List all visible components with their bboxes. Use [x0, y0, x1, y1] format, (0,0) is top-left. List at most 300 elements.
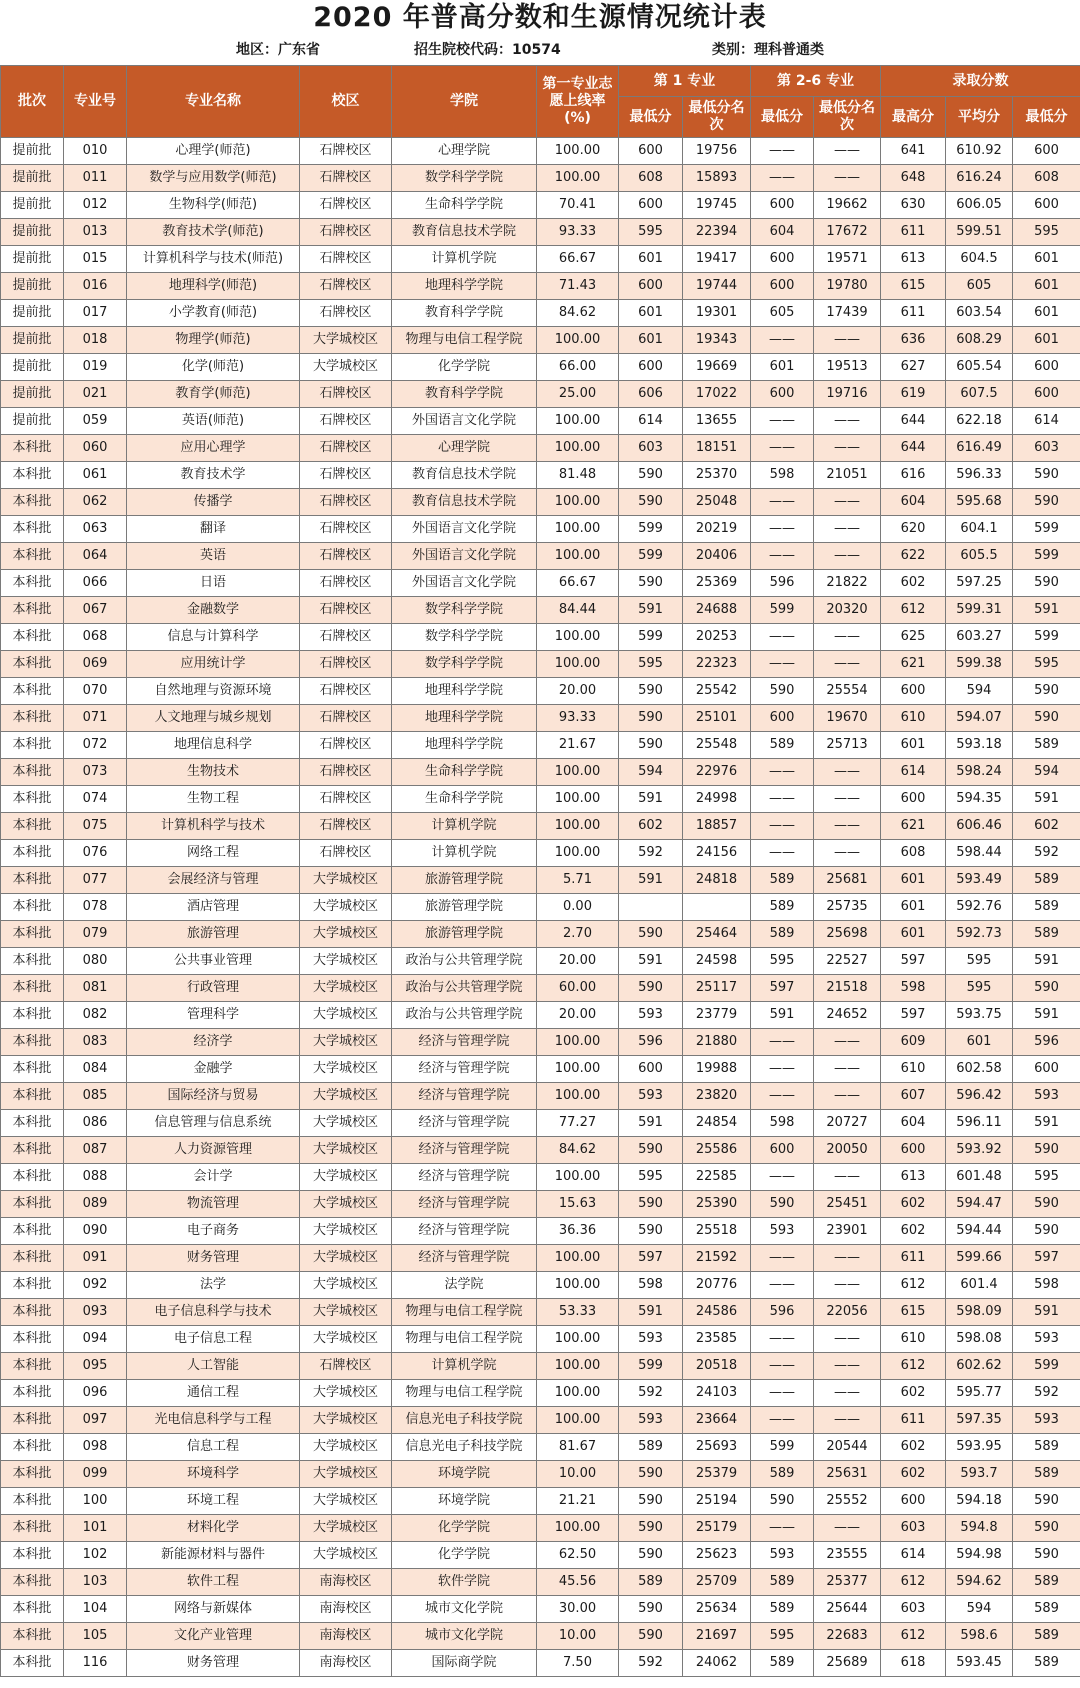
- first-min-score-cell: 591: [619, 1299, 683, 1326]
- batch-cell: 本科批: [1, 732, 64, 759]
- first-min-score-cell: 600: [619, 138, 683, 165]
- first-choice-rate-cell: 100.00: [537, 543, 619, 570]
- avg-score-cell: 605: [946, 273, 1013, 300]
- avg-score-cell: 594: [946, 678, 1013, 705]
- admit-min-score-cell: 614: [1013, 408, 1080, 435]
- first-min-score-cell: 600: [619, 273, 683, 300]
- avg-score-cell: 604.1: [946, 516, 1013, 543]
- first-choice-rate-cell: 21.21: [537, 1488, 619, 1515]
- other-min-score-cell: 605: [751, 300, 814, 327]
- major-no-cell: 083: [64, 1029, 127, 1056]
- max-score-cell: 616: [881, 462, 946, 489]
- table-row: [1, 435, 1080, 462]
- table-row: [1, 1164, 1080, 1191]
- max-score-cell: 621: [881, 813, 946, 840]
- table-row: [1, 1137, 1080, 1164]
- max-score-cell: 610: [881, 1056, 946, 1083]
- other-min-score-cell: ——: [751, 489, 814, 516]
- batch-cell: 本科批: [1, 597, 64, 624]
- first-min-rank-cell: 17022: [683, 381, 751, 408]
- table-row: [1, 867, 1080, 894]
- major-name-cell: 小学教育(师范): [127, 300, 300, 327]
- max-score-cell: 648: [881, 165, 946, 192]
- admit-min-score-cell: 591: [1013, 1110, 1080, 1137]
- first-min-rank-cell: 25369: [683, 570, 751, 597]
- batch-cell: 本科批: [1, 867, 64, 894]
- batch-cell: 本科批: [1, 570, 64, 597]
- first-min-score-cell: 590: [619, 1542, 683, 1569]
- table-row: [1, 786, 1080, 813]
- admit-min-score-cell: 589: [1013, 1623, 1080, 1650]
- first-choice-rate-cell: 100.00: [537, 408, 619, 435]
- major-no-cell: 061: [64, 462, 127, 489]
- other-min-score-cell: 590: [751, 1191, 814, 1218]
- batch-cell: 本科批: [1, 1650, 64, 1677]
- campus-cell: 石牌校区: [300, 462, 392, 489]
- admit-min-score-cell: 589: [1013, 894, 1080, 921]
- other-min-score-cell: 589: [751, 1596, 814, 1623]
- batch-cell: 本科批: [1, 1596, 64, 1623]
- campus-cell: 大学城校区: [300, 1407, 392, 1434]
- admit-min-score-cell: 608: [1013, 165, 1080, 192]
- first-min-rank-cell: 19417: [683, 246, 751, 273]
- college-cell: 物理与电信工程学院: [392, 1299, 537, 1326]
- major-no-cell: 080: [64, 948, 127, 975]
- first-min-score-cell: 591: [619, 948, 683, 975]
- table-row: [1, 1461, 1080, 1488]
- first-min-rank-cell: 25117: [683, 975, 751, 1002]
- major-no-cell: 105: [64, 1623, 127, 1650]
- header-avg-score: 平均分: [946, 97, 1013, 138]
- other-min-score-cell: 589: [751, 867, 814, 894]
- major-name-cell: 旅游管理: [127, 921, 300, 948]
- avg-score-cell: 594.44: [946, 1218, 1013, 1245]
- max-score-cell: 622: [881, 543, 946, 570]
- table-row: [1, 165, 1080, 192]
- major-name-cell: 行政管理: [127, 975, 300, 1002]
- campus-cell: 大学城校区: [300, 1542, 392, 1569]
- campus-cell: 大学城校区: [300, 1272, 392, 1299]
- header-first-choice-rate: 第一专业志愿上线率(%): [537, 66, 619, 138]
- first-choice-rate-cell: 100.00: [537, 165, 619, 192]
- other-min-rank-cell: 25713: [814, 732, 881, 759]
- first-min-rank-cell: 20253: [683, 624, 751, 651]
- avg-score-cell: 596.42: [946, 1083, 1013, 1110]
- major-no-cell: 074: [64, 786, 127, 813]
- table-body: [1, 138, 1080, 1677]
- other-min-score-cell: 589: [751, 1569, 814, 1596]
- first-min-rank-cell: 21880: [683, 1029, 751, 1056]
- other-min-rank-cell: ——: [814, 1245, 881, 1272]
- max-score-cell: 641: [881, 138, 946, 165]
- other-min-score-cell: 598: [751, 1110, 814, 1137]
- admit-min-score-cell: 590: [1013, 1542, 1080, 1569]
- first-choice-rate-cell: 15.63: [537, 1191, 619, 1218]
- batch-cell: 提前批: [1, 273, 64, 300]
- major-no-cell: 082: [64, 1002, 127, 1029]
- first-min-rank-cell: 25370: [683, 462, 751, 489]
- college-cell: 经济与管理学院: [392, 1245, 537, 1272]
- first-choice-rate-cell: 66.00: [537, 354, 619, 381]
- table-row: [1, 975, 1080, 1002]
- first-choice-rate-cell: 25.00: [537, 381, 619, 408]
- batch-cell: 提前批: [1, 138, 64, 165]
- major-no-cell: 073: [64, 759, 127, 786]
- college-cell: 地理科学学院: [392, 732, 537, 759]
- campus-cell: 石牌校区: [300, 759, 392, 786]
- admit-min-score-cell: 599: [1013, 516, 1080, 543]
- admit-min-score-cell: 601: [1013, 273, 1080, 300]
- avg-score-cell: 598.24: [946, 759, 1013, 786]
- first-min-score-cell: 599: [619, 624, 683, 651]
- first-choice-rate-cell: 62.50: [537, 1542, 619, 1569]
- other-min-score-cell: ——: [751, 543, 814, 570]
- campus-cell: 石牌校区: [300, 678, 392, 705]
- max-score-cell: 625: [881, 624, 946, 651]
- batch-cell: 本科批: [1, 1164, 64, 1191]
- major-no-cell: 102: [64, 1542, 127, 1569]
- first-choice-rate-cell: 100.00: [537, 624, 619, 651]
- header-first-min-rank: 最低分名次: [683, 97, 751, 138]
- other-min-rank-cell: 19670: [814, 705, 881, 732]
- college-cell: 经济与管理学院: [392, 1164, 537, 1191]
- first-min-rank-cell: 20219: [683, 516, 751, 543]
- header-batch: 批次: [1, 66, 64, 138]
- table-row: [1, 1434, 1080, 1461]
- avg-score-cell: 604.5: [946, 246, 1013, 273]
- avg-score-cell: 599.51: [946, 219, 1013, 246]
- first-min-score-cell: 591: [619, 1110, 683, 1137]
- major-name-cell: 计算机科学与技术: [127, 813, 300, 840]
- college-cell: 法学院: [392, 1272, 537, 1299]
- other-min-score-cell: 589: [751, 1461, 814, 1488]
- other-min-rank-cell: 25689: [814, 1650, 881, 1677]
- other-min-rank-cell: 23555: [814, 1542, 881, 1569]
- first-choice-rate-cell: 10.00: [537, 1461, 619, 1488]
- other-min-rank-cell: 25554: [814, 678, 881, 705]
- first-min-score-cell: 608: [619, 165, 683, 192]
- avg-score-cell: 599.31: [946, 597, 1013, 624]
- major-name-cell: 网络工程: [127, 840, 300, 867]
- first-min-rank-cell: [683, 894, 751, 921]
- table-row: [1, 921, 1080, 948]
- major-name-cell: 生物工程: [127, 786, 300, 813]
- first-min-rank-cell: 23820: [683, 1083, 751, 1110]
- avg-score-cell: 596.33: [946, 462, 1013, 489]
- batch-cell: 本科批: [1, 948, 64, 975]
- avg-score-cell: 608.29: [946, 327, 1013, 354]
- campus-cell: 石牌校区: [300, 381, 392, 408]
- max-score-cell: 612: [881, 597, 946, 624]
- first-min-rank-cell: 23779: [683, 1002, 751, 1029]
- avg-score-cell: 592.73: [946, 921, 1013, 948]
- first-min-rank-cell: 19343: [683, 327, 751, 354]
- table-row: [1, 381, 1080, 408]
- first-choice-rate-cell: 100.00: [537, 786, 619, 813]
- admit-min-score-cell: 590: [1013, 705, 1080, 732]
- other-min-rank-cell: 22527: [814, 948, 881, 975]
- campus-cell: 石牌校区: [300, 300, 392, 327]
- first-min-score-cell: 590: [619, 1191, 683, 1218]
- max-score-cell: 598: [881, 975, 946, 1002]
- admit-min-score-cell: 589: [1013, 1434, 1080, 1461]
- first-min-rank-cell: 19745: [683, 192, 751, 219]
- other-min-rank-cell: ——: [814, 624, 881, 651]
- major-name-cell: 应用心理学: [127, 435, 300, 462]
- avg-score-cell: 599.66: [946, 1245, 1013, 1272]
- major-name-cell: 生物科学(师范): [127, 192, 300, 219]
- major-no-cell: 064: [64, 543, 127, 570]
- max-score-cell: 627: [881, 354, 946, 381]
- region-label: 地区：广东省: [236, 42, 320, 58]
- other-min-score-cell: ——: [751, 813, 814, 840]
- first-min-score-cell: 595: [619, 219, 683, 246]
- other-min-rank-cell: 20320: [814, 597, 881, 624]
- other-min-score-cell: 596: [751, 1299, 814, 1326]
- first-min-rank-cell: 22323: [683, 651, 751, 678]
- campus-cell: 石牌校区: [300, 732, 392, 759]
- campus-cell: 大学城校区: [300, 1002, 392, 1029]
- table-row: [1, 516, 1080, 543]
- first-min-score-cell: 590: [619, 1623, 683, 1650]
- major-name-cell: 管理科学: [127, 1002, 300, 1029]
- first-min-score-cell: 614: [619, 408, 683, 435]
- other-min-score-cell: 600: [751, 246, 814, 273]
- avg-score-cell: 593.92: [946, 1137, 1013, 1164]
- first-min-score-cell: 599: [619, 1353, 683, 1380]
- college-cell: 软件学院: [392, 1569, 537, 1596]
- campus-cell: 大学城校区: [300, 1218, 392, 1245]
- admit-min-score-cell: 589: [1013, 732, 1080, 759]
- batch-cell: 提前批: [1, 300, 64, 327]
- first-min-rank-cell: 20518: [683, 1353, 751, 1380]
- header-admit-min-score: 最低分: [1013, 97, 1080, 138]
- first-min-score-cell: 590: [619, 1137, 683, 1164]
- first-choice-rate-cell: 100.00: [537, 1056, 619, 1083]
- major-no-cell: 091: [64, 1245, 127, 1272]
- other-min-rank-cell: 24652: [814, 1002, 881, 1029]
- school-code-label: 招生院校代码：10574: [414, 42, 561, 58]
- admit-min-score-cell: 591: [1013, 597, 1080, 624]
- admit-min-score-cell: 603: [1013, 435, 1080, 462]
- major-no-cell: 060: [64, 435, 127, 462]
- other-min-rank-cell: ——: [814, 408, 881, 435]
- avg-score-cell: 595.68: [946, 489, 1013, 516]
- other-min-rank-cell: 20727: [814, 1110, 881, 1137]
- admit-min-score-cell: 595: [1013, 1164, 1080, 1191]
- table-row: [1, 462, 1080, 489]
- major-no-cell: 063: [64, 516, 127, 543]
- major-no-cell: 087: [64, 1137, 127, 1164]
- batch-cell: 本科批: [1, 1218, 64, 1245]
- max-score-cell: 614: [881, 759, 946, 786]
- college-cell: 国际商学院: [392, 1650, 537, 1677]
- major-name-cell: 人文地理与城乡规划: [127, 705, 300, 732]
- major-no-cell: 077: [64, 867, 127, 894]
- other-min-rank-cell: 21051: [814, 462, 881, 489]
- other-min-score-cell: ——: [751, 1353, 814, 1380]
- major-no-cell: 071: [64, 705, 127, 732]
- avg-score-cell: 593.45: [946, 1650, 1013, 1677]
- table-row: [1, 732, 1080, 759]
- table-row: [1, 489, 1080, 516]
- avg-score-cell: 622.18: [946, 408, 1013, 435]
- max-score-cell: 615: [881, 1299, 946, 1326]
- college-cell: 地理科学学院: [392, 273, 537, 300]
- campus-cell: 大学城校区: [300, 1191, 392, 1218]
- college-cell: 经济与管理学院: [392, 1191, 537, 1218]
- table-row: [1, 1218, 1080, 1245]
- max-score-cell: 611: [881, 219, 946, 246]
- other-min-score-cell: 595: [751, 1623, 814, 1650]
- college-cell: 计算机学院: [392, 840, 537, 867]
- major-name-cell: 心理学(师范): [127, 138, 300, 165]
- admit-min-score-cell: 589: [1013, 867, 1080, 894]
- max-score-cell: 609: [881, 1029, 946, 1056]
- avg-score-cell: 592.76: [946, 894, 1013, 921]
- max-score-cell: 607: [881, 1083, 946, 1110]
- other-min-rank-cell: 19571: [814, 246, 881, 273]
- first-min-score-cell: 593: [619, 1002, 683, 1029]
- major-no-cell: 067: [64, 597, 127, 624]
- max-score-cell: 611: [881, 1407, 946, 1434]
- college-cell: 经济与管理学院: [392, 1218, 537, 1245]
- other-min-rank-cell: 25631: [814, 1461, 881, 1488]
- first-min-score-cell: 606: [619, 381, 683, 408]
- admit-min-score-cell: 597: [1013, 1245, 1080, 1272]
- college-cell: 地理科学学院: [392, 705, 537, 732]
- max-score-cell: 604: [881, 1110, 946, 1137]
- first-min-rank-cell: 22585: [683, 1164, 751, 1191]
- first-min-rank-cell: 19301: [683, 300, 751, 327]
- batch-cell: 本科批: [1, 1245, 64, 1272]
- college-cell: 经济与管理学院: [392, 1029, 537, 1056]
- first-choice-rate-cell: 100.00: [537, 1029, 619, 1056]
- first-choice-rate-cell: 20.00: [537, 678, 619, 705]
- first-min-score-cell: 592: [619, 1380, 683, 1407]
- first-min-score-cell: 589: [619, 1569, 683, 1596]
- table-row: [1, 1083, 1080, 1110]
- first-min-rank-cell: 24854: [683, 1110, 751, 1137]
- other-min-rank-cell: 22056: [814, 1299, 881, 1326]
- major-name-cell: 化学(师范): [127, 354, 300, 381]
- header-major-name: 专业名称: [127, 66, 300, 138]
- avg-score-cell: 607.5: [946, 381, 1013, 408]
- max-score-cell: 600: [881, 678, 946, 705]
- major-name-cell: 应用统计学: [127, 651, 300, 678]
- major-no-cell: 104: [64, 1596, 127, 1623]
- first-min-score-cell: 598: [619, 1272, 683, 1299]
- avg-score-cell: 606.05: [946, 192, 1013, 219]
- table-row: [1, 1650, 1080, 1677]
- table-row: [1, 894, 1080, 921]
- major-name-cell: 地理信息科学: [127, 732, 300, 759]
- other-min-rank-cell: ——: [814, 1353, 881, 1380]
- other-min-score-cell: 593: [751, 1218, 814, 1245]
- max-score-cell: 608: [881, 840, 946, 867]
- major-no-cell: 079: [64, 921, 127, 948]
- admit-min-score-cell: 602: [1013, 813, 1080, 840]
- college-cell: 计算机学院: [392, 813, 537, 840]
- first-min-rank-cell: 24586: [683, 1299, 751, 1326]
- major-no-cell: 089: [64, 1191, 127, 1218]
- table-row: [1, 273, 1080, 300]
- major-no-cell: 066: [64, 570, 127, 597]
- admit-min-score-cell: 592: [1013, 1380, 1080, 1407]
- batch-cell: 提前批: [1, 327, 64, 354]
- avg-score-cell: 596.11: [946, 1110, 1013, 1137]
- max-score-cell: 610: [881, 705, 946, 732]
- first-min-score-cell: 590: [619, 678, 683, 705]
- campus-cell: 大学城校区: [300, 1110, 392, 1137]
- campus-cell: 石牌校区: [300, 1353, 392, 1380]
- campus-cell: 大学城校区: [300, 1299, 392, 1326]
- first-min-score-cell: 592: [619, 1650, 683, 1677]
- batch-cell: 本科批: [1, 1137, 64, 1164]
- admit-min-score-cell: 592: [1013, 840, 1080, 867]
- other-min-score-cell: ——: [751, 327, 814, 354]
- max-score-cell: 601: [881, 867, 946, 894]
- major-name-cell: 物理学(师范): [127, 327, 300, 354]
- avg-score-cell: 594.07: [946, 705, 1013, 732]
- batch-cell: 本科批: [1, 1542, 64, 1569]
- other-min-rank-cell: 20544: [814, 1434, 881, 1461]
- major-no-cell: 011: [64, 165, 127, 192]
- major-name-cell: 信息管理与信息系统: [127, 1110, 300, 1137]
- avg-score-cell: 598.09: [946, 1299, 1013, 1326]
- major-name-cell: 日语: [127, 570, 300, 597]
- major-name-cell: 材料化学: [127, 1515, 300, 1542]
- first-choice-rate-cell: 0.00: [537, 894, 619, 921]
- major-no-cell: 013: [64, 219, 127, 246]
- college-cell: 政治与公共管理学院: [392, 948, 537, 975]
- other-min-score-cell: ——: [751, 1326, 814, 1353]
- admit-min-score-cell: 600: [1013, 192, 1080, 219]
- first-min-rank-cell: 18857: [683, 813, 751, 840]
- first-min-rank-cell: 24103: [683, 1380, 751, 1407]
- major-no-cell: 010: [64, 138, 127, 165]
- admit-min-score-cell: 590: [1013, 1515, 1080, 1542]
- college-cell: 环境学院: [392, 1461, 537, 1488]
- major-name-cell: 电子商务: [127, 1218, 300, 1245]
- major-no-cell: 017: [64, 300, 127, 327]
- admit-min-score-cell: 600: [1013, 381, 1080, 408]
- table-row: [1, 354, 1080, 381]
- admit-min-score-cell: 593: [1013, 1326, 1080, 1353]
- batch-cell: 本科批: [1, 624, 64, 651]
- max-score-cell: 611: [881, 300, 946, 327]
- campus-cell: 南海校区: [300, 1623, 392, 1650]
- college-cell: 旅游管理学院: [392, 921, 537, 948]
- batch-cell: 本科批: [1, 705, 64, 732]
- first-min-rank-cell: 24156: [683, 840, 751, 867]
- admit-min-score-cell: 601: [1013, 327, 1080, 354]
- batch-cell: 本科批: [1, 1110, 64, 1137]
- major-no-cell: 092: [64, 1272, 127, 1299]
- max-score-cell: 603: [881, 1596, 946, 1623]
- table-row: [1, 948, 1080, 975]
- other-min-rank-cell: 19662: [814, 192, 881, 219]
- max-score-cell: 601: [881, 894, 946, 921]
- first-choice-rate-cell: 20.00: [537, 1002, 619, 1029]
- major-no-cell: 072: [64, 732, 127, 759]
- other-min-score-cell: 589: [751, 1650, 814, 1677]
- first-min-score-cell: 592: [619, 840, 683, 867]
- table-row: [1, 1488, 1080, 1515]
- major-name-cell: 英语(师范): [127, 408, 300, 435]
- college-cell: 物理与电信工程学院: [392, 1380, 537, 1407]
- max-score-cell: 604: [881, 489, 946, 516]
